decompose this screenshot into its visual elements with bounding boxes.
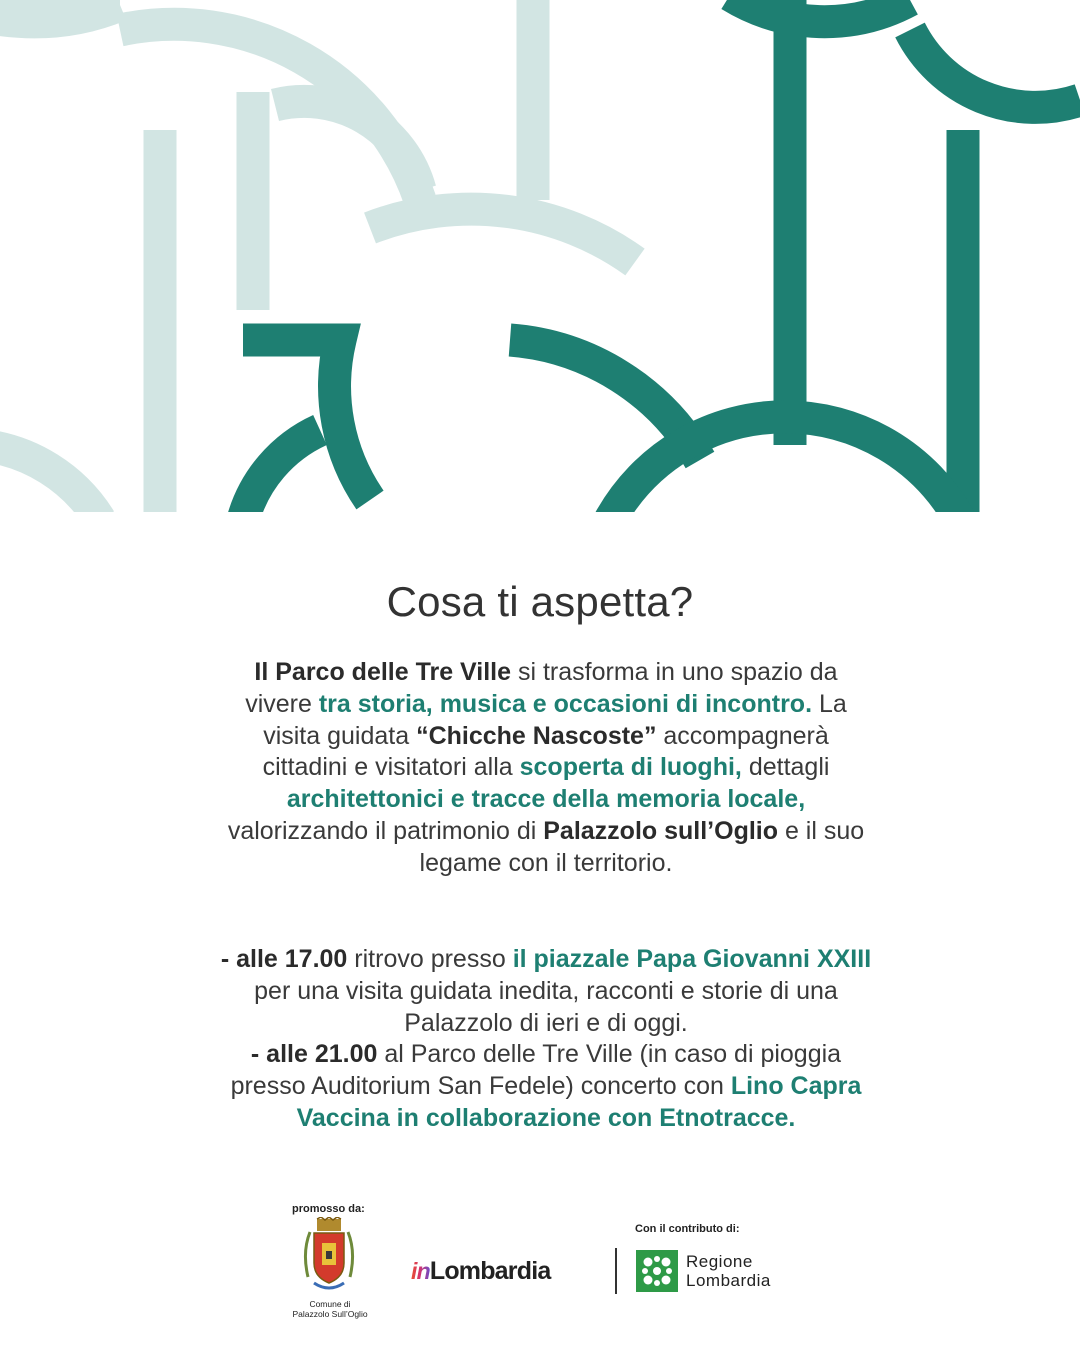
event-1-time: - alle 17.00 [220, 945, 348, 973]
intro-paragraph [220, 657, 872, 880]
event-1-place: il piazzale Papa Giovanni XXIII [512, 945, 872, 973]
intro-bold-park: Il Parco delle Tre Ville [254, 658, 512, 686]
event-2-time: - alle 21.00 [250, 1040, 378, 1069]
comune-label [284, 1299, 376, 1319]
contribution-label: Con il contributo di: [635, 1223, 740, 1235]
comune-line-2: Palazzolo Sull’Oglio [292, 1309, 368, 1319]
event-1-text: per una visita guidata inedita, racconti e storie di una Palazzolo di ieri e di oggi. [254, 976, 838, 1037]
program-paragraph [220, 944, 872, 1135]
regione-line-1: Regione [686, 1252, 753, 1271]
inlombardia-name: Lombardia [429, 1257, 551, 1285]
intro-text: La visita guidata [263, 689, 847, 750]
intro-text: accompagnerà cittadini e visitatori alla [262, 721, 829, 782]
event-1-text: ritrovo presso [347, 945, 513, 973]
intro-text: e il suo legame con il territorio. [419, 816, 865, 877]
intro-text: si trasforma in uno spazio da vivere [245, 658, 838, 718]
logo-divider [615, 1248, 617, 1294]
event-2-text: al Parco delle Tre Ville (in caso di pioggia presso Auditorium San Fedele) concerto con [230, 1040, 842, 1101]
intro-highlight: tra storia, musica e occasioni di incontro. [318, 689, 813, 718]
intro-text: dettagli [741, 753, 830, 782]
intro-bold-town: Palazzolo sull’Oglio [543, 816, 779, 845]
inlombardia-prefix: in [411, 1258, 430, 1284]
intro-bold-tour: “Chicche Nascoste” [416, 721, 657, 750]
regione-lombardia-logo-text [686, 1252, 771, 1290]
event-2-artist: Lino Capra Vaccina in collaborazione con Etnotracce. [296, 1072, 862, 1132]
inlombardia-logo [411, 1257, 601, 1293]
promoted-by-label: promosso da: [292, 1203, 365, 1215]
rosa-camuna-icon [636, 1250, 678, 1292]
footer-logos [0, 1195, 1080, 1350]
page-title: Cosa ti aspetta? [386, 578, 694, 625]
intro-highlight: scoperta di luoghi, [519, 753, 742, 782]
municipal-crest-icon [300, 1217, 358, 1297]
decorative-pattern [0, 0, 1080, 512]
intro-text: valorizzando il patrimonio di [227, 816, 544, 845]
comune-line-1: Comune di [309, 1299, 351, 1309]
intro-highlight: architettonici e tracce della memoria locale, [286, 785, 806, 814]
regione-line-2: Lombardia [686, 1271, 771, 1290]
